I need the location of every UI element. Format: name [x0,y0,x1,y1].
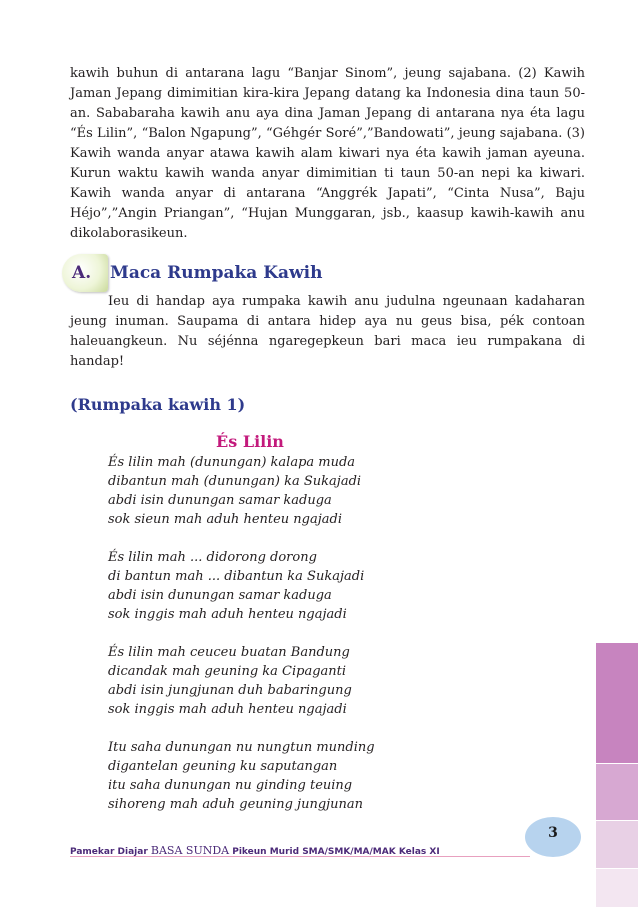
poem-line: itu saha dunungan nu ginding teuing [108,778,353,793]
section-title: Maca Rumpaka Kawih [110,263,323,283]
poem-line: sok sieun mah aduh henteu ngajadi [108,512,343,527]
poem-line: digantelan geuning ku saputangan [108,759,338,774]
footer-suffix: Pikeun Murid SMA/SMK/MA/MAK Kelas XI [232,847,440,857]
poem-line: abdi isin jungjunan duh babaringung [108,683,352,698]
side-bar-separator [596,868,638,869]
poem-line: sihoreng mah aduh geuning jungjunan [108,797,364,812]
side-bar-separator [596,820,638,821]
poem-line: És lilin mah (dunungan) kalapa muda [108,455,356,470]
side-decoration-bar [596,643,638,907]
poem-line: dicandak mah geuning ka Cipaganti [108,664,347,679]
poem-stanza [108,453,375,529]
poem-line: dibantun mah (dunungan) ka Sukajadi [108,474,362,489]
section-body-paragraph: Ieu di handap aya rumpaka kawih anu judulna ngeunaan kadaharan jeung inuman. Saupama di antara hidep aya nu geus bisa, pék contoan haleuangkeun. Nu séjénna ngaregepkeun bari maca ieu rumpakana di handap! [70,294,585,369]
poem [108,453,375,833]
poem-stanza [108,643,375,719]
page-number: 3 [548,825,558,841]
poem-line: sok inggis mah aduh henteu ngajadi [108,702,347,717]
footer-prefix: Pamekar Diajar [70,847,148,857]
song-title: És Lilin [216,432,284,451]
poem-line: Itu saha dunungan nu nungtun munding [108,740,375,755]
poem-stanza [108,548,375,624]
poem-line: di bantun mah ... dibantun ka Sukajadi [108,569,365,584]
poem-line: abdi isin dunungan samar kaduga [108,493,332,508]
poem-line: És lilin mah ceuceu buatan Bandung [108,645,350,660]
side-bar-separator [596,763,638,764]
section-letter: A. [72,263,92,283]
poem-line: És lilin mah ... didorong dorong [108,550,317,565]
poem-line: sok inggis mah aduh henteu ngajadi [108,607,347,622]
song-label: (Rumpaka kawih 1) [70,395,246,414]
footer-subject: BASA SUNDA [150,844,230,857]
intro-paragraph: kawih buhun di antarana lagu “Banjar Sinom”, jeung sajabana. (2) Kawih Jaman Jepang dimimitian kira-kira Jepang datang ka Indonesia dina taun 50-an. Sababaraha kawih anu aya dina Jaman Jepang di antarana nya éta lagu “És Lilin”, “Balon Ngapung”, “Géhgér Soré”,”Bandowati”, jeung sajabana. (3) Kawih wanda anyar atawa kawih alam kiwari nya éta kawih jaman ayeuna. Kurun waktu kawih wanda anyar dimimitian ti taun 50-an nepi ka kiwari. Kawih wanda anyar di antarana “Anggrék Japati”, “Cinta Nusa”, Baju Héjo”,”Angin Priangan”, “Hujan Munggaran, jsb., kaasup kawih-kawih anu dikolaborasikeun. [70,66,585,241]
poem-stanza [108,738,375,814]
footer [70,844,440,857]
poem-line: abdi isin dunungan samar kaduga [108,588,332,603]
